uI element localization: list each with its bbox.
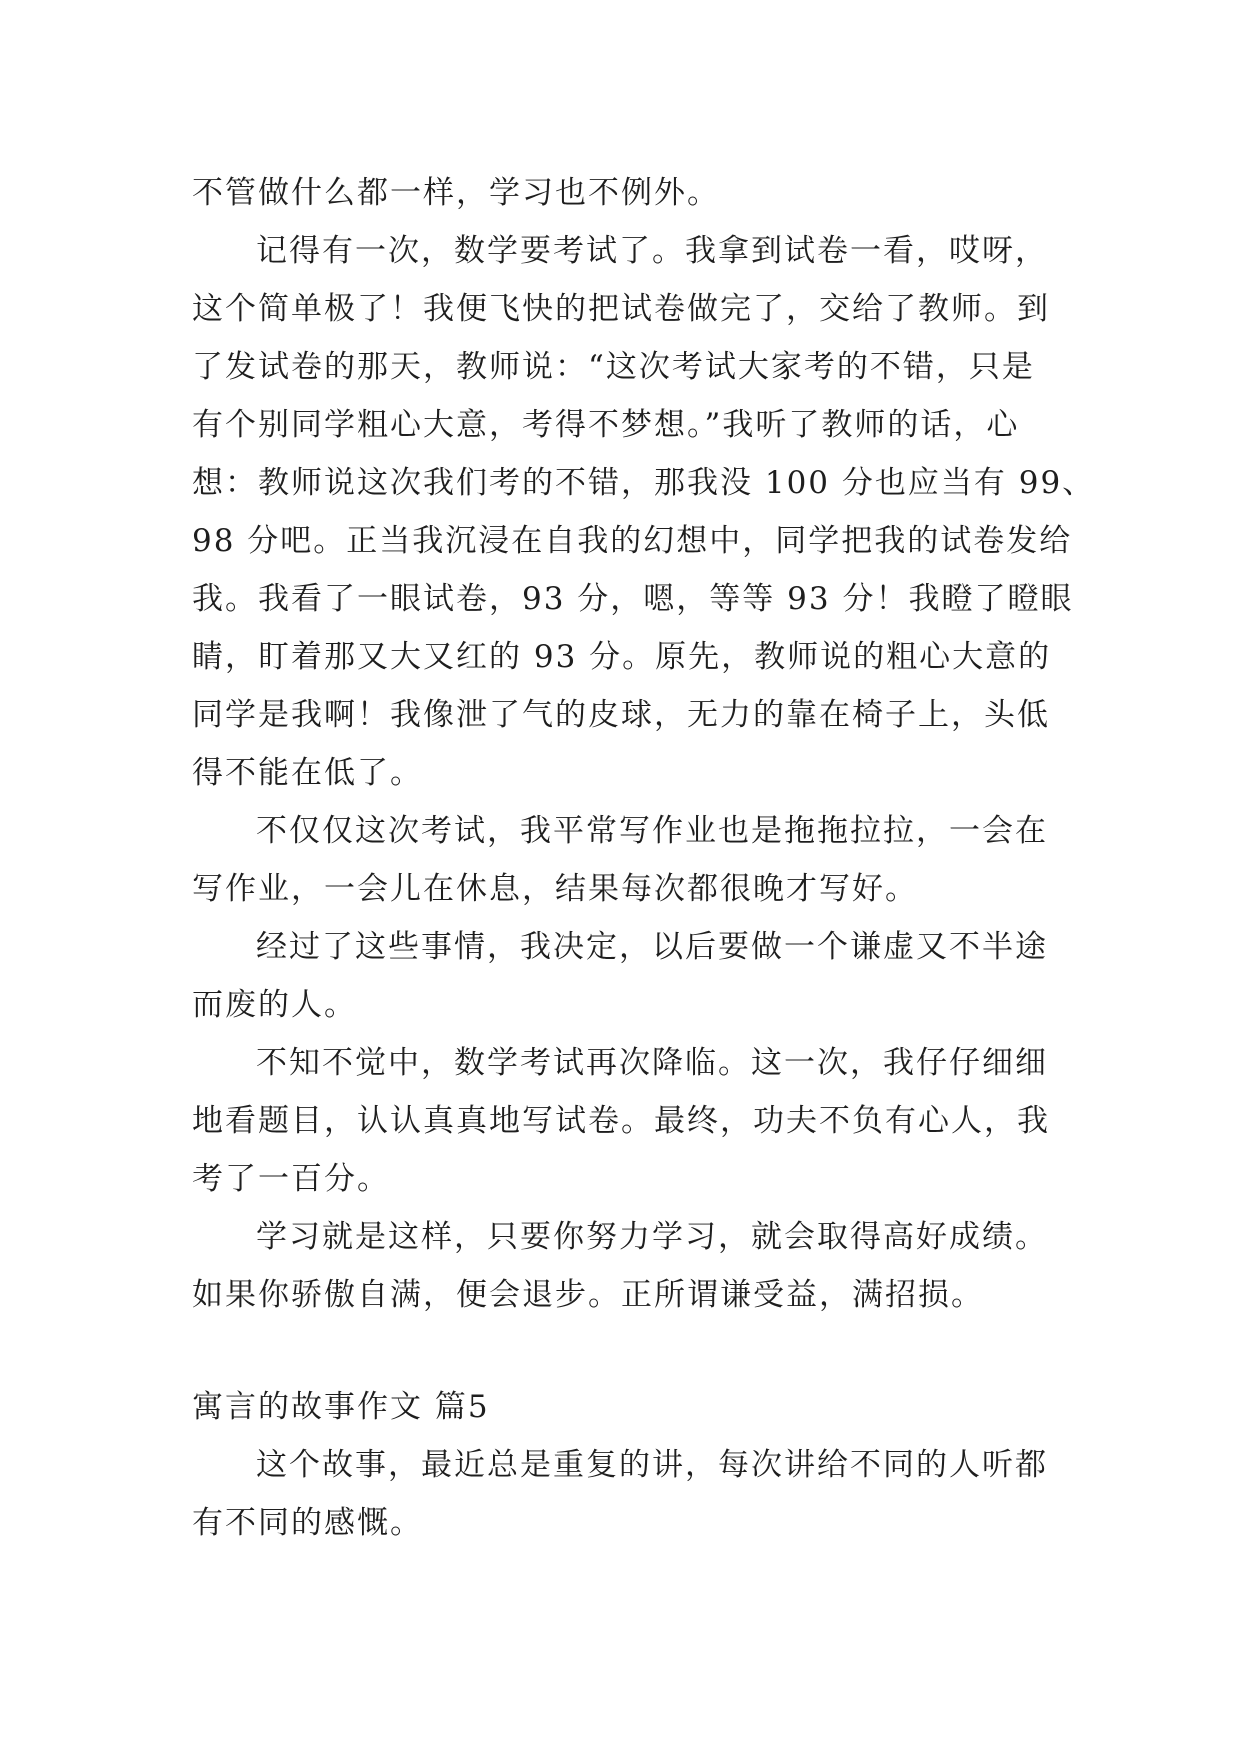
text-line: 地看题目，认认真真地写试卷。最终，功夫不负有心人，我	[192, 1103, 1050, 1139]
paragraph	[192, 1436, 1072, 1552]
text-line: 记得有一次，数学要考试了。我拿到试卷一看，哎呀，	[256, 233, 1048, 269]
section-heading: 寓言的故事作文 篇5	[192, 1389, 490, 1425]
paragraph	[192, 1208, 1072, 1324]
paragraph	[192, 918, 1072, 1034]
text-line: 考了一百分。	[192, 1161, 390, 1197]
text-line: 我。我看了一眼试卷，93 分，嗯，等等 93 分！我瞪了瞪眼	[192, 581, 1074, 617]
text-line: 98 分吧。正当我沉浸在自我的幻想中，同学把我的试卷发给	[192, 523, 1073, 559]
text-line: 这个故事，最近总是重复的讲，每次讲给不同的人听都	[256, 1447, 1048, 1483]
paragraph	[192, 802, 1072, 918]
text-line: 经过了这些事情，我决定，以后要做一个谦虚又不半途	[256, 929, 1048, 965]
paragraph	[192, 1034, 1072, 1208]
text-line: 睛，盯着那又大又红的 93 分。原先，教师说的粗心大意的	[192, 639, 1052, 675]
text-line: 而废的人。	[192, 987, 357, 1023]
paragraph	[192, 222, 1096, 802]
text-line: 想：教师说这次我们考的不错，那我没 100 分也应当有 99、	[192, 465, 1096, 501]
text-line: 有不同的感慨。	[192, 1505, 423, 1541]
text-line: 有个别同学粗心大意，考得不梦想。”我听了教师的话，心	[192, 407, 1020, 443]
paragraph	[192, 164, 1072, 222]
text-line: 不管做什么都一样，学习也不例外。	[192, 175, 720, 211]
text-line: 得不能在低了。	[192, 755, 423, 791]
section-spacer	[192, 1324, 1072, 1378]
essay-body	[192, 164, 1096, 1552]
text-line: 了发试卷的那天，教师说：“这次考试大家考的不错，只是	[192, 349, 1035, 385]
text-line: 学习就是这样，只要你努力学习，就会取得高好成绩。	[256, 1219, 1048, 1255]
text-line: 这个简单极了！我便飞快的把试卷做完了，交给了教师。到	[192, 291, 1050, 327]
text-line: 不仅仅这次考试，我平常写作业也是拖拖拉拉，一会在	[256, 813, 1048, 849]
text-line: 写作业，一会儿在休息，结果每次都很晚才写好。	[192, 871, 918, 907]
text-line: 同学是我啊！我像泄了气的皮球，无力的靠在椅子上，头低	[192, 697, 1050, 733]
text-line: 如果你骄傲自满，便会退步。正所谓谦受益，满招损。	[192, 1277, 984, 1313]
text-line: 不知不觉中，数学考试再次降临。这一次，我仔仔细细	[256, 1045, 1048, 1081]
